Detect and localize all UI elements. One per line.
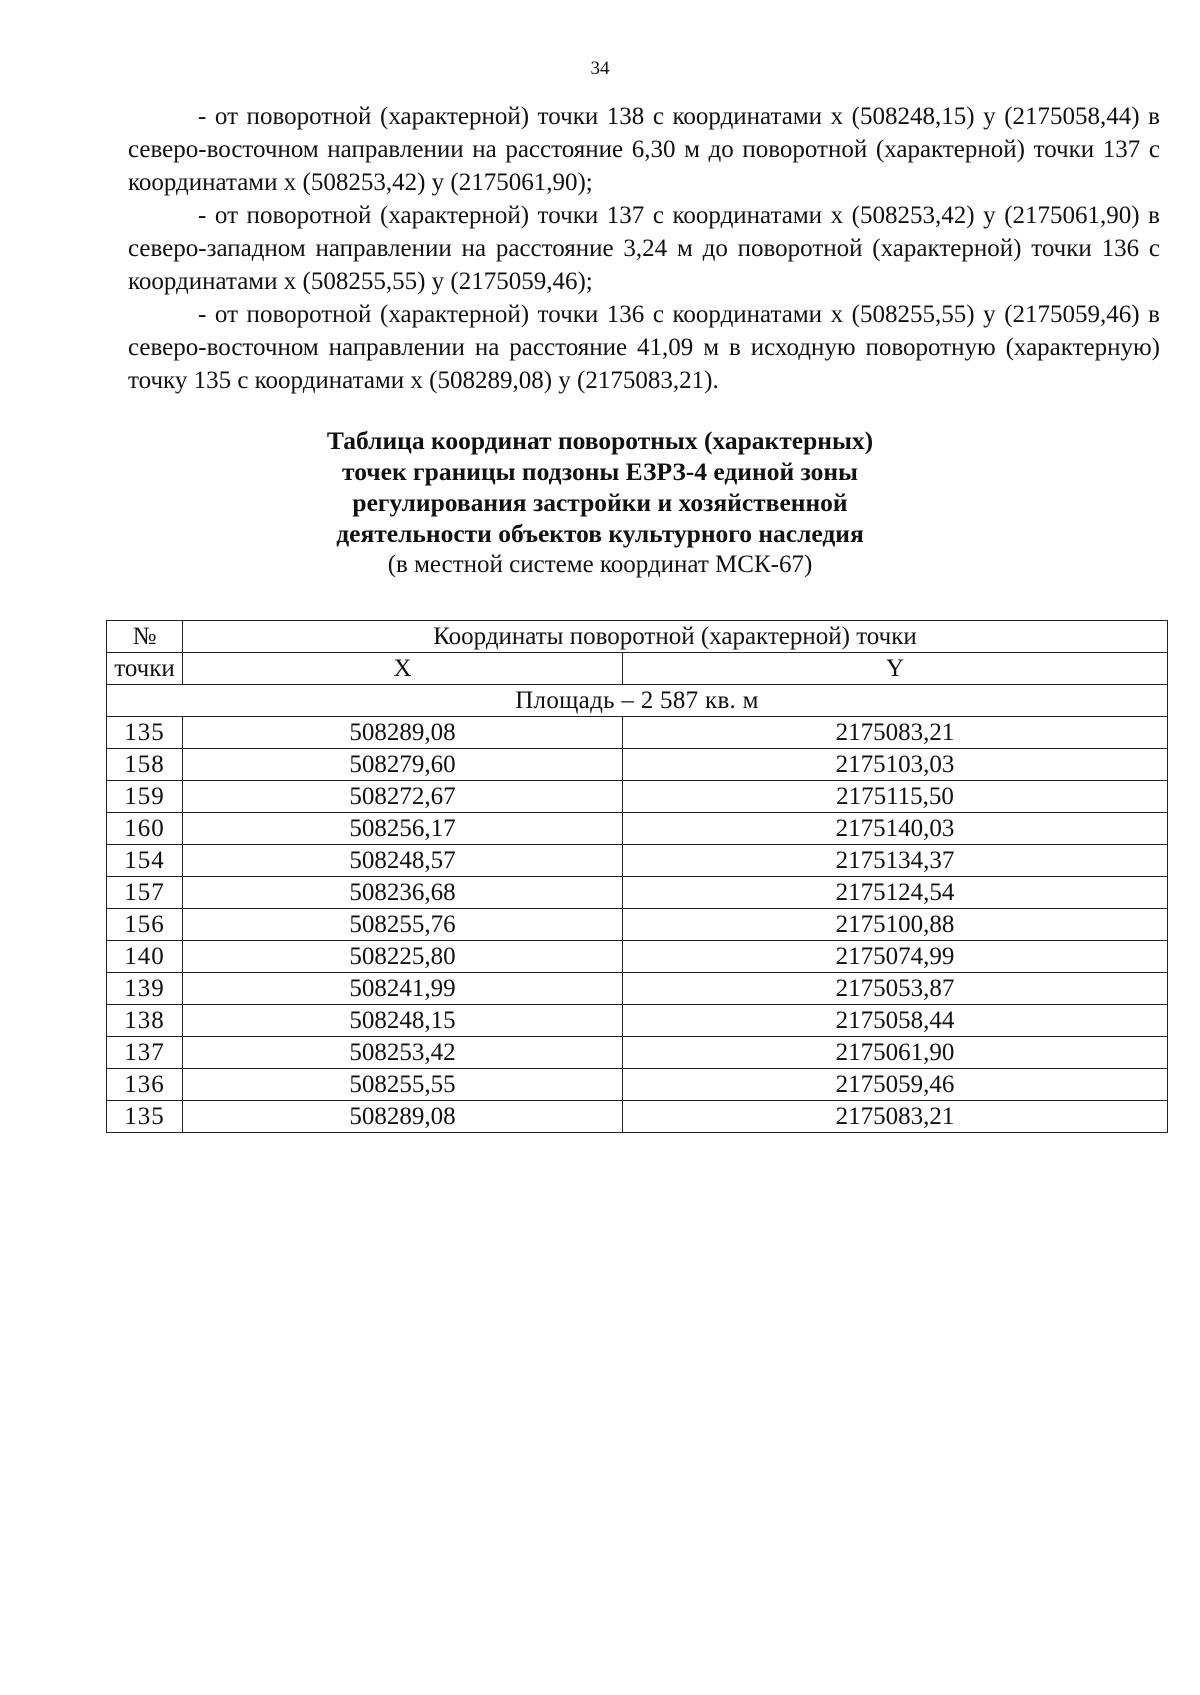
- point-number-cell: 157: [107, 877, 183, 909]
- x-coordinate-cell: 508248,15: [183, 1005, 623, 1037]
- table-title-line: деятельности объектов культурного наследия: [336, 519, 864, 548]
- table-row: [107, 941, 1168, 973]
- x-coordinate-cell: 508255,55: [183, 1069, 623, 1101]
- y-coordinate-cell: 2175100,88: [623, 909, 1168, 941]
- table-row: [107, 1037, 1168, 1069]
- x-coordinate-cell: 508279,60: [183, 749, 623, 781]
- area-label: Площадь – 2 587 кв. м: [107, 685, 1168, 717]
- table-row: [107, 973, 1168, 1005]
- table-title-line: регулирования застройки и хозяйственной: [352, 488, 848, 517]
- y-coordinate-cell: 2175124,54: [623, 877, 1168, 909]
- paragraph: - от поворотной (характерной) точки 136 с координатами x (508255,55) y (2175059,46) в северо-восточном направлении на расстояние 41,09 м в исходную поворотную (характерную) точку 135 с координатами x (508289,08) y (2175083,21).: [128, 301, 1160, 394]
- area-row: [107, 685, 1168, 717]
- y-coordinate-cell: 2175058,44: [623, 1005, 1168, 1037]
- table-row: [107, 1005, 1168, 1037]
- point-number-cell: 159: [107, 781, 183, 813]
- table-row: [107, 1069, 1168, 1101]
- table-row: [107, 1101, 1168, 1133]
- table-row: [107, 717, 1168, 749]
- table-title-line: точек границы подзоны ЕЗРЗ-4 единой зоны: [342, 457, 858, 486]
- y-coordinate-cell: 2175103,03: [623, 749, 1168, 781]
- x-coordinate-cell: 508255,76: [183, 909, 623, 941]
- table-header-row: [107, 653, 1168, 685]
- coordinates-table: [106, 620, 1168, 1133]
- x-coordinate-cell: 508272,67: [183, 781, 623, 813]
- header-number-bottom: точки: [107, 653, 183, 685]
- y-coordinate-cell: 2175083,21: [623, 717, 1168, 749]
- table-title-line: Таблица координат поворотных (характерных): [326, 426, 874, 455]
- point-number-cell: 135: [107, 1101, 183, 1133]
- point-number-cell: 156: [107, 909, 183, 941]
- point-number-cell: 158: [107, 749, 183, 781]
- header-number-top: №: [107, 621, 183, 653]
- header-coordinates: Координаты поворотной (характерной) точки: [183, 621, 1168, 653]
- page-number: 34: [590, 58, 610, 79]
- y-coordinate-cell: 2175115,50: [623, 781, 1168, 813]
- point-number-cell: 137: [107, 1037, 183, 1069]
- y-coordinate-cell: 2175074,99: [623, 941, 1168, 973]
- x-coordinate-cell: 508289,08: [183, 717, 623, 749]
- paragraph: - от поворотной (характерной) точки 138 с координатами x (508248,15) y (2175058,44) в северо-восточном направлении на расстояние 6,30 м до поворотной (характерной) точки 137 с координатами x (508253,42) y (2175061,90);: [128, 103, 1160, 196]
- header-x: X: [183, 653, 623, 685]
- table-header-row: [107, 621, 1168, 653]
- table-subtitle: (в местной системе координат МСК-67): [387, 551, 813, 578]
- point-number-cell: 138: [107, 1005, 183, 1037]
- table-row: [107, 877, 1168, 909]
- body-text: [128, 100, 1160, 397]
- point-number-cell: 140: [107, 941, 183, 973]
- point-number-cell: 139: [107, 973, 183, 1005]
- point-number-cell: 136: [107, 1069, 183, 1101]
- point-number-cell: 135: [107, 717, 183, 749]
- y-coordinate-cell: 2175083,21: [623, 1101, 1168, 1133]
- x-coordinate-cell: 508225,80: [183, 941, 623, 973]
- point-number-cell: 154: [107, 845, 183, 877]
- x-coordinate-cell: 508289,08: [183, 1101, 623, 1133]
- y-coordinate-cell: 2175059,46: [623, 1069, 1168, 1101]
- table-row: [107, 749, 1168, 781]
- table-row: [107, 813, 1168, 845]
- table-row: [107, 845, 1168, 877]
- y-coordinate-cell: 2175140,03: [623, 813, 1168, 845]
- x-coordinate-cell: 508236,68: [183, 877, 623, 909]
- x-coordinate-cell: 508248,57: [183, 845, 623, 877]
- x-coordinate-cell: 508253,42: [183, 1037, 623, 1069]
- y-coordinate-cell: 2175061,90: [623, 1037, 1168, 1069]
- table-row: [107, 909, 1168, 941]
- y-coordinate-cell: 2175134,37: [623, 845, 1168, 877]
- x-coordinate-cell: 508256,17: [183, 813, 623, 845]
- table-row: [107, 781, 1168, 813]
- table-title: [0, 425, 1200, 580]
- point-number-cell: 160: [107, 813, 183, 845]
- y-coordinate-cell: 2175053,87: [623, 973, 1168, 1005]
- header-y: Y: [623, 653, 1168, 685]
- paragraph: - от поворотной (характерной) точки 137 с координатами x (508253,42) y (2175061,90) в северо-западном направлении на расстояние 3,24 м до поворотной (характерной) точки 136 с координатами x (508255,55) y (2175059,46);: [128, 202, 1160, 295]
- x-coordinate-cell: 508241,99: [183, 973, 623, 1005]
